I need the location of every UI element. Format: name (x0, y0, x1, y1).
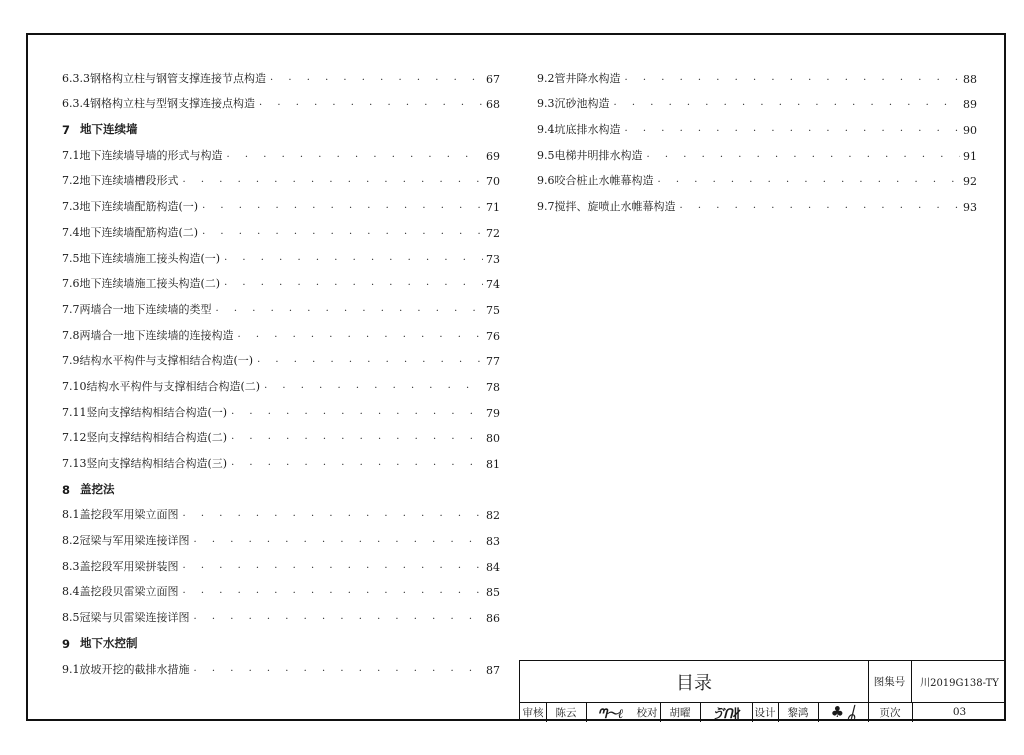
section-title: 地下水控制 (80, 635, 138, 650)
toc-entry-title: 9.7搅拌、旋喷止水帷幕构造 (537, 200, 676, 214)
toc-entry (62, 497, 500, 523)
toc-entry (537, 188, 977, 214)
leader-dots (231, 460, 483, 471)
toc-entry-title: 8.5冠梁与贝雷梁连接详图 (62, 611, 190, 625)
leader-dots (183, 588, 484, 599)
toc-entry-title: 9.2管井降水构造 (537, 71, 621, 85)
toc-entry (537, 137, 977, 163)
toc-entry-page: 72 (486, 226, 500, 240)
toc-entry-page: 93 (963, 201, 977, 215)
leader-dots (231, 409, 483, 420)
section-title: 地下连续墙 (80, 122, 138, 137)
toc-entry-title: 7.9结构水平构件与支撑相结合构造(一) (62, 354, 254, 368)
toc-entry-title: 9.3沉砂池构造 (537, 97, 610, 111)
toc-entry-title: 7.11竖向支撑结构相结合构造(一) (62, 405, 228, 419)
leader-dots (224, 255, 483, 266)
toc-entry-title: 8.2冠梁与军用梁连接详图 (62, 534, 190, 548)
toc-entry (62, 574, 500, 600)
toc-entry-page: 76 (486, 329, 500, 343)
toc-entry-title: 9.1放坡开挖的截排水措施 (62, 662, 190, 676)
toc-left-column (62, 60, 500, 677)
toc-entry-title: 7.10结构水平构件与支撑相结合构造(二) (62, 379, 261, 393)
toc-entry-page: 79 (486, 406, 500, 420)
toc-entry-title: 7.6地下连续墙施工接头构造(二) (62, 277, 221, 291)
toc-entry-title: 7.13竖向支撑结构相结合构造(三) (62, 457, 228, 470)
section-number: 8 (62, 482, 71, 497)
toc-entry-page: 78 (486, 380, 500, 394)
toc-right-column (537, 60, 977, 214)
leader-dots (658, 177, 961, 188)
reviewer-name: 陈云 (555, 706, 577, 719)
toc-entry (62, 214, 500, 240)
toc-entry-page: 91 (963, 149, 977, 163)
section-title: 盖挖法 (80, 481, 115, 496)
review-label: 审核 (522, 706, 544, 719)
section-number: 9 (62, 636, 71, 651)
atlas-number: 川2019G138-TY (920, 678, 999, 689)
toc-entry (537, 163, 977, 189)
toc-entry (62, 522, 500, 548)
toc-entry (62, 420, 500, 446)
leader-dots (227, 152, 484, 163)
checker-signature: ゔᑎ∦ (711, 706, 741, 722)
toc-section-heading (62, 625, 500, 651)
toc-entry-page: 67 (486, 72, 500, 86)
toc-entry-title: 7.1地下连续墙导墙的形式与构造 (62, 148, 223, 162)
toc-entry-page: 85 (486, 586, 500, 600)
page-number: 03 (952, 706, 967, 718)
toc-entry-page: 92 (963, 175, 977, 189)
check-label: 校对 (636, 706, 658, 719)
leader-dots (183, 177, 484, 188)
toc-entry-page: 73 (486, 252, 500, 266)
toc-section-heading (62, 111, 500, 137)
toc-entry-title: 7.4地下连续墙配筋构造(二) (62, 225, 199, 239)
leader-dots (224, 280, 483, 291)
section-number: 7 (62, 123, 71, 138)
toc-entry-title: 7.3地下连续墙配筋构造(一) (62, 200, 199, 214)
toc-entry (62, 317, 500, 343)
leader-dots (270, 75, 483, 86)
reviewer-signature: ᘉ〜ℓ (597, 706, 623, 722)
toc-entry-page: 87 (486, 663, 500, 677)
toc-entry-page: 74 (486, 278, 500, 292)
toc-entry-page: 82 (486, 509, 500, 523)
leader-dots (625, 75, 961, 86)
toc-entry (537, 86, 977, 112)
toc-entry-page: 68 (486, 98, 500, 112)
toc-entry (62, 343, 500, 369)
toc-entry (62, 137, 500, 163)
leader-dots (264, 383, 483, 394)
leader-dots (202, 229, 483, 240)
toc-entry (537, 111, 977, 137)
toc-entry (62, 445, 500, 471)
toc-entry-page: 75 (486, 303, 500, 317)
toc-entry-title: 7.12竖向支撑结构相结合构造(二) (62, 431, 228, 445)
toc-entry-title: 7.8两墙合一地下连续墙的连接构造 (62, 328, 234, 342)
toc-entry (62, 86, 500, 112)
toc-entry-title: 9.5电梯井明排水构造 (537, 148, 643, 162)
leader-dots (614, 100, 961, 111)
leader-dots (194, 537, 484, 548)
toc-entry (62, 188, 500, 214)
leader-dots (238, 332, 484, 343)
toc-entry (62, 599, 500, 625)
title-block (519, 660, 1006, 721)
leader-dots (194, 666, 484, 677)
toc-entry-title: 9.4坑底排水构造 (537, 123, 621, 137)
toc-entry (62, 651, 500, 677)
toc-entry (537, 60, 977, 86)
leader-dots (216, 306, 484, 317)
toc-entry-title: 8.4盖挖段贝雷梁立面图 (62, 585, 179, 599)
toc-entry (62, 266, 500, 292)
toc-entry-title: 6.3.3钢格构立柱与钢管支撑连接节点构造 (62, 71, 266, 85)
toc-entry-page: 69 (486, 149, 500, 163)
toc-entry (62, 291, 500, 317)
toc-entry-title: 9.6咬合桩止水帷幕构造 (537, 174, 654, 188)
designer-signature: ♣ ᛦ (830, 703, 856, 721)
toc-entry-page: 83 (486, 535, 500, 549)
toc-entry-page: 84 (486, 560, 500, 574)
toc-entry-title: 7.7两墙合一地下连续墙的类型 (62, 302, 212, 316)
toc-entry-title: 7.2地下连续墙槽段形式 (62, 174, 179, 188)
toc-entry (62, 60, 500, 86)
toc-section-heading (62, 471, 500, 497)
leader-dots (259, 100, 483, 111)
toc-entry-page: 80 (486, 432, 500, 446)
page-number-label: 页次 (879, 706, 901, 719)
toc-entry-page: 70 (486, 175, 500, 189)
leader-dots (625, 126, 961, 137)
toc-entry (62, 394, 500, 420)
leader-dots (680, 203, 961, 214)
leader-dots (183, 511, 484, 522)
leader-dots (194, 614, 484, 625)
toc-entry-title: 8.3盖挖段军用梁拼装图 (62, 559, 179, 573)
checker-name: 胡曜 (669, 706, 691, 719)
toc-entry (62, 163, 500, 189)
toc-entry (62, 368, 500, 394)
design-label: 设计 (754, 706, 776, 719)
designer-name: 黎鸿 (787, 706, 809, 719)
toc-entry-page: 90 (963, 124, 977, 138)
toc-entry-title: 6.3.4钢格构立柱与型钢支撑连接点构造 (62, 97, 255, 111)
toc-entry (62, 548, 500, 574)
leader-dots (202, 203, 483, 214)
drawing-title: 目录 (520, 661, 869, 702)
leader-dots (231, 434, 483, 445)
toc-entry (62, 240, 500, 266)
leader-dots (647, 152, 961, 163)
toc-entry-page: 86 (486, 612, 500, 626)
atlas-number-label: 图集号 (868, 661, 912, 702)
toc-entry-page: 88 (963, 72, 977, 86)
toc-entry-page: 71 (486, 201, 500, 215)
toc-entry-title: 7.5地下连续墙施工接头构造(一) (62, 251, 221, 265)
leader-dots (257, 357, 483, 368)
toc-entry-page: 77 (486, 355, 500, 369)
toc-entry-title: 8.1盖挖段军用梁立面图 (62, 508, 179, 522)
leader-dots (183, 563, 484, 574)
toc-entry-page: 89 (963, 98, 977, 112)
toc-entry-page: 81 (486, 458, 500, 471)
